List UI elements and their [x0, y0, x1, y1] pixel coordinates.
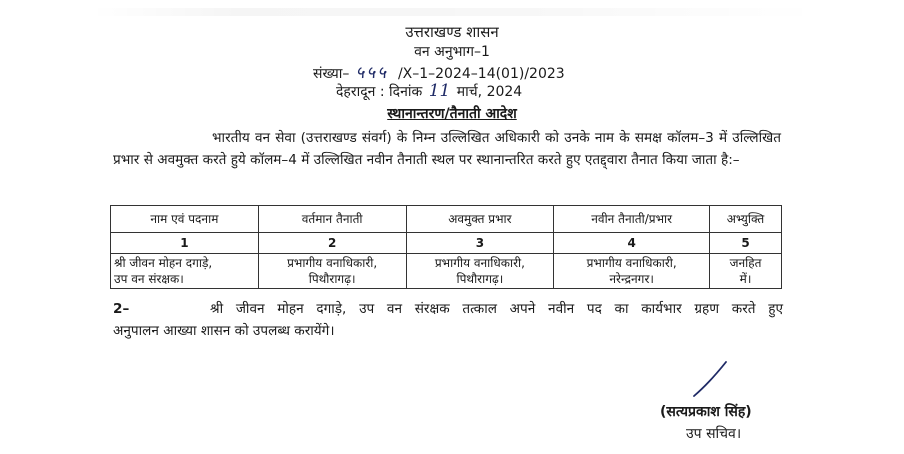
reference-number [313, 60, 565, 83]
column-number-5: 5 [710, 233, 782, 254]
signatory-name: (सत्यप्रकाश सिंह) [660, 404, 752, 420]
header-remarks: अभ्युक्ति [710, 206, 782, 233]
current-posting-place: पिथौरागढ़। [308, 272, 356, 286]
header-relieved-charge: अवमुक्त प्रभार [406, 206, 554, 233]
relieved-charge-place: पिथौरागढ़। [456, 272, 504, 286]
government-heading: उत्तराखण्ड शासन [405, 23, 499, 41]
cell-relieved-charge [406, 254, 554, 289]
table-row [111, 254, 782, 289]
current-posting-post: प्रभागीय वनाधिकारी, [287, 256, 378, 270]
new-posting-place: नरेन्द्रनगर। [609, 272, 654, 286]
scan-artifact [90, 8, 820, 16]
order-subject [0, 104, 904, 123]
column-number-2: 2 [258, 233, 406, 254]
handwritten-date-day: 11 [428, 81, 451, 101]
officer-designation: उप वन संरक्षक। [114, 272, 184, 286]
table-header-row [111, 206, 782, 233]
cell-remarks [710, 254, 782, 289]
date-prefix: देहरादून : दिनांक [336, 84, 423, 100]
cell-new-posting [554, 254, 710, 289]
header-new-posting: नवीन तैनाती/प्रभार [554, 206, 710, 233]
reference-suffix: /X–1–2024–14(01)/2023 [397, 66, 565, 82]
order-date [336, 81, 522, 101]
subject-text: स्थानान्तरण/तैनाती आदेश [387, 106, 517, 122]
new-posting-post: प्रभागीय वनाधिकारी, [586, 256, 677, 270]
cell-name-designation [111, 254, 259, 289]
column-number-1: 1 [111, 233, 259, 254]
date-suffix: मार्च, 2024 [456, 84, 523, 100]
paragraph-2-number: 2– [113, 301, 130, 317]
header-name-designation: नाम एवं पदनाम [111, 206, 259, 233]
section-heading: वन अनुभाग–1 [414, 44, 490, 60]
relieved-charge-post: प्रभागीय वनाधिकारी, [434, 256, 525, 270]
signature-mark [690, 360, 730, 398]
paragraph-2-line-1: श्री जीवन मोहन दगाड़े, उप वन संरक्षक तत्काल अपने नवीन पद का कार्यभार ग्रहण करते हुए [210, 301, 783, 317]
handwritten-reference-number: ५५५ [355, 63, 388, 83]
header-current-posting: वर्तमान तैनाती [258, 206, 406, 233]
signatory-designation: उप सचिव। [686, 426, 742, 442]
paragraph-2-line-2: अनुपालन आख्या शासन को उपलब्ध करायेंगे। [113, 323, 335, 339]
column-number-4: 4 [554, 233, 710, 254]
cell-current-posting [258, 254, 406, 289]
officer-name: श्री जीवन मोहन दगाड़े, [114, 256, 213, 270]
posting-table [110, 205, 782, 289]
reference-prefix: संख्या– [313, 66, 350, 82]
paragraph-1: भारतीय वन सेवा (उत्तराखण्ड संवर्ग) के निम्न उल्लिखित अधिकारी को उनके नाम के समक्ष कॉलम–3 में उल्लिखित प्रभार से अवमुक्त करते हुये कॉलम–4 में उल्लिखित नवीन तैनाती स्थल पर स्थानान्तरित करते हुए एतद्द्वारा तैनात किया जाता है:– [113, 130, 781, 168]
column-number-3: 3 [406, 233, 554, 254]
remarks-line-2: में। [739, 272, 752, 286]
table-column-number-row [111, 233, 782, 254]
remarks-line-1: जनहित [729, 256, 762, 270]
